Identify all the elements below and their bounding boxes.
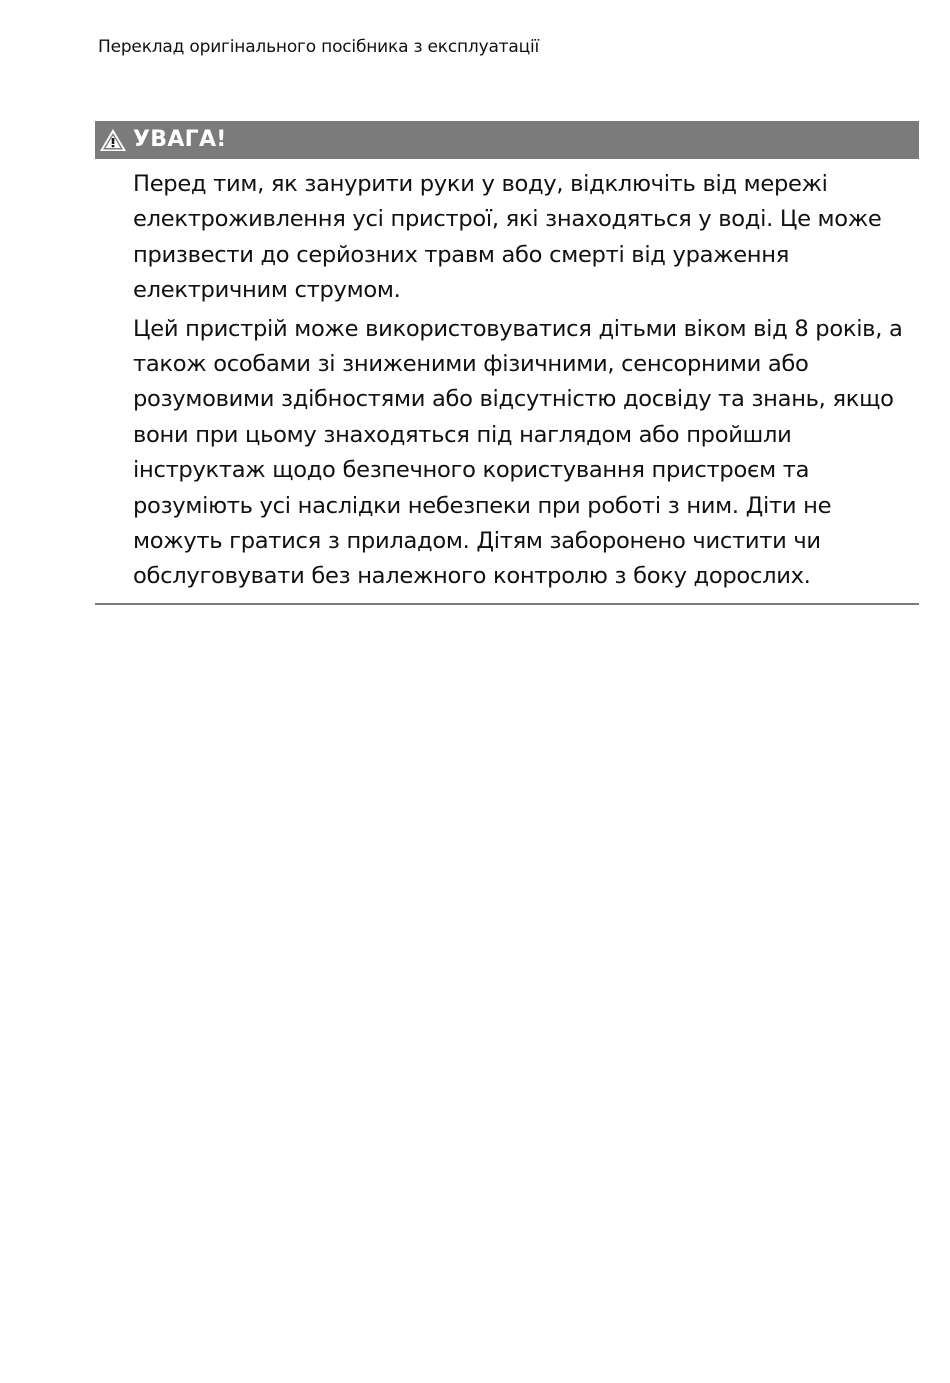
warning-bottom-divider <box>95 603 919 605</box>
warning-section <box>95 121 919 605</box>
warning-header-bar <box>95 121 919 159</box>
warning-paragraph-electric: Перед тим, як занурити руки у воду, відключіть від мережі електроживлення усі пристрої, які знаходяться у воді. Це може призвести до серйозних травм або смерті від ураження електричним струмом. <box>133 171 882 304</box>
warning-title: УВАГА! <box>133 127 227 152</box>
warning-triangle-icon <box>99 128 127 152</box>
warning-body <box>95 159 919 595</box>
page-running-header: Переклад оригінального посібника з експлуатації <box>98 37 540 57</box>
warning-paragraph-children: Цей пристрій може використовуватися дітьми віком від 8 років, а також особами зі зниженими фізичними, сенсорними або розумовими здібностями або відсутністю досвіду та знань, якщо вони при цьому знаходяться під наглядом або пройшли інструктаж щодо безпечного користування пристроєм та розуміють усі наслідки небезпеки при роботі з ним. Діти не можуть гратися з приладом. Дітям заборонено чистити чи обслуговувати без належного контролю з боку дорослих. <box>133 315 903 590</box>
